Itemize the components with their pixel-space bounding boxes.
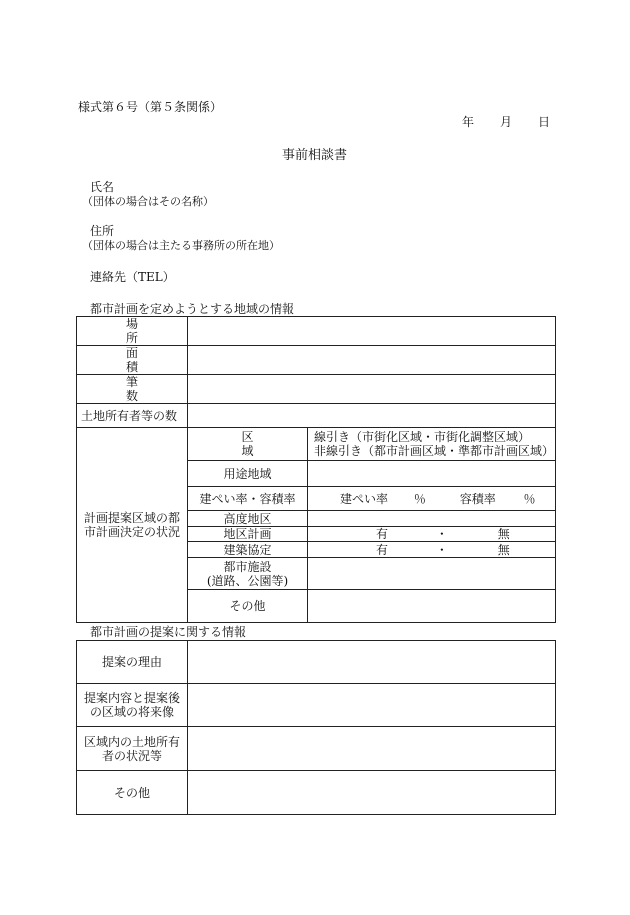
urban-facility-value-cell[interactable]: [308, 558, 556, 590]
proposal-reason-value-cell[interactable]: [188, 641, 556, 684]
coverage-unit: ％: [413, 491, 426, 506]
height-district-value-cell[interactable]: [308, 511, 556, 527]
district-plan-choice[interactable]: [308, 527, 556, 542]
date-year-label: 年: [462, 115, 475, 129]
form-number: 様式第６号（第５条関係）: [78, 100, 223, 114]
far-unit: ％: [523, 491, 536, 506]
use-district-label: 用途地域: [188, 461, 308, 487]
proposal-info-table: [76, 640, 556, 815]
zone-options[interactable]: 線引き（市街化区域・市街化調整区域） 非線引き（都市計画区域・準都市計画区域）: [308, 428, 556, 461]
proposal-content-value-cell[interactable]: [188, 684, 556, 727]
planning-status-label: 計画提案区域の都 市計画決定の状況: [77, 428, 188, 623]
address-label: 住所: [90, 224, 115, 238]
area-label: 面 積: [77, 346, 188, 375]
district-plan-label: 地区計画: [188, 527, 308, 542]
coverage-value-label: 建ぺい率: [340, 491, 389, 506]
building-agreement-no[interactable]: 無: [497, 542, 510, 557]
coverage-ratio-label: 建ぺい率・容積率: [188, 487, 308, 511]
area-info-table: [76, 316, 556, 623]
owner-status-label: 区域内の土地所有 者の状況等: [77, 727, 188, 771]
owners-count-label: 土地所有者等の数: [77, 404, 188, 428]
building-agreement-separator: ・: [435, 542, 448, 557]
name-note: （団体の場合はその名称）: [82, 195, 214, 208]
proposal-info-heading: 都市計画の提案に関する情報: [90, 625, 247, 639]
urban-facility-label: 都市施設 (道路、公園等): [188, 558, 308, 590]
zone-label: 区 域: [188, 428, 308, 461]
address-note: （団体の場合は主たる事務所の所在地）: [82, 239, 280, 252]
far-value-label: 容積率: [459, 491, 496, 506]
proposal-other-label: その他: [77, 771, 188, 815]
lot-count-label: 筆 数: [77, 375, 188, 404]
location-value-cell[interactable]: [188, 317, 556, 346]
building-agreement-yes[interactable]: 有: [376, 542, 389, 557]
owners-count-value-cell[interactable]: [188, 404, 556, 428]
district-plan-yes[interactable]: 有: [376, 527, 389, 541]
area-info-heading: 都市計画を定めようとする地域の情報: [90, 302, 295, 316]
area-value-cell[interactable]: [188, 346, 556, 375]
use-district-value-cell[interactable]: [308, 461, 556, 487]
contact-label: 連絡先（TEL）: [90, 270, 175, 284]
proposal-other-value-cell[interactable]: [188, 771, 556, 815]
district-plan-separator: ・: [435, 527, 448, 541]
proposal-reason-label: 提案の理由: [77, 641, 188, 684]
district-plan-no[interactable]: 無: [497, 527, 510, 541]
document-title: 事前相談書: [282, 148, 348, 163]
lot-count-value-cell[interactable]: [188, 375, 556, 404]
building-agreement-label: 建築協定: [188, 542, 308, 558]
building-agreement-choice[interactable]: [308, 542, 556, 558]
height-district-label: 高度地区: [188, 511, 308, 527]
location-label: 場 所: [77, 317, 188, 346]
owner-status-value-cell[interactable]: [188, 727, 556, 771]
proposal-content-label: 提案内容と提案後 の区域の将来像: [77, 684, 188, 727]
name-label: 氏名: [90, 180, 115, 194]
other-value-cell[interactable]: [308, 590, 556, 623]
coverage-ratio-values[interactable]: [308, 487, 556, 511]
other-label: その他: [188, 590, 308, 623]
date-month-label: 月: [500, 115, 513, 129]
date-day-label: 日: [538, 115, 551, 129]
